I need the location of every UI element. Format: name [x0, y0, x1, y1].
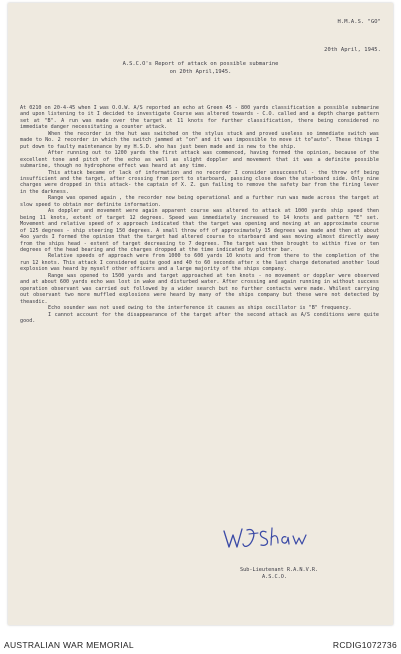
document-page	[8, 3, 393, 625]
report-date: 20th April, 1945.	[324, 47, 381, 53]
signatory-rank	[240, 567, 318, 581]
archive-footer	[0, 632, 401, 654]
paragraph: This attack became of lack of information and no recorder I consider unsuccessful - the throw off being insufficient and the target, after crossing from port to starboard, passing close down the starboard side. Only nine charges were dropped in this attack- the captain of X. Z. gun failing to remove the safety bar from the firing lever in the darkness.	[20, 169, 379, 195]
paragraph: Echo sounder was not used owing to the interference it causes as ships oscillator is "B" frequency.	[48, 305, 352, 312]
paragraph: Relative speeds of approach were from 1000 to 600 yards 10 knots and from there to the completion of the run 12 knots. This attack I considered quite good and 40 to 60 seconds after x the last charge detonated another loud explosion was heard by myself other officers and a large majority of the ships company.	[20, 253, 379, 273]
paragraph: Range was opened again , the recorder now being operational and a further run was made across the target at slow speed to obtain mor definite information.	[20, 195, 379, 208]
archive-id: RCDIG1072736	[332, 640, 397, 650]
paragraph: I cannot account for the disappearance of the target after the second attack as A/S conditions were quite good.	[20, 311, 379, 324]
paragraph: Range was opened to 1500 yards and target approached at ten knots - no movement or doppler were observed and at about 600 yards echo was lost in wake and disturbed water. After crossing and again running in without success operation observant was carried out followed by a wider search but no further contacts were made. Whilest carrying out observant two more muffled explosions were heard by many of the ships company but these were not detected by theasdic.	[20, 272, 379, 305]
paragraph: After running out to 1200 yards the first attack was commenced, having formed the opinion, because of the excellent tone and pitch of the echo as well as slight doppler and movement that it was a definite possible submarine, though no hydrophone effect was heard at any time.	[20, 150, 379, 170]
signatory-rank-line: Sub-Lieutenant R.A.N.V.R.	[240, 567, 319, 573]
archive-name: AUSTRALIAN WAR MEMORIAL	[4, 640, 134, 650]
report-title: A.S.C.O's Report of attack on possible submarine	[122, 61, 279, 67]
report-subtitle: on 20th April,1945.	[169, 69, 232, 75]
ship-designation: H.M.A.S. "GO"	[337, 19, 381, 25]
paragraph: When the recorder in the hut was switched on the stylus stuck and proved useless so immediate switch was made to No. 2 recorder in which the switch jammed at "on" and it was impossible to move it to"auto". These things I put down to faulty maintenance by my H.S.D. who has just been made and is new to the ship.	[20, 130, 379, 150]
report-body	[20, 105, 379, 324]
handwritten-signature	[220, 523, 320, 553]
paragraph: As doppler and movement were again apparent course was altered to attack at 1000 yards ship speed then being 11 knots, extent of target 12 degrees. Speed was immediately increased to 14 knots and pattern "E" set. Movement and relative speed of x approach indicated that the target was opening and moving at an approximate course of 125 degrees - ship steering 150 degrees. A small throw off of approximately 15 degrees was made and then at about 4oo yards I formed the opinion that the target had altered course to starboard and was moving almost directly away from the ships head - extent of target decreasing to 7 degrees. The target was then brought to within five or ten degrees of the head bearing and the charges dropped at the time indicated by plotter bar.	[20, 208, 379, 253]
signatory-role-line: A.S.C.O.	[262, 574, 287, 580]
paragraph: At 0210 on 20-4-45 when I was O.O.W. A/S reported an echo at Green 45 - 800 yards classification a possible submarine and upon listening to it I decided to investigate Course was altered towards - C.O. called and a depth charge pattern set at "B". A run was made over the target at 11 knots for further classification, there being considered no immediate danger necessitating a counter attack.	[20, 105, 379, 131]
